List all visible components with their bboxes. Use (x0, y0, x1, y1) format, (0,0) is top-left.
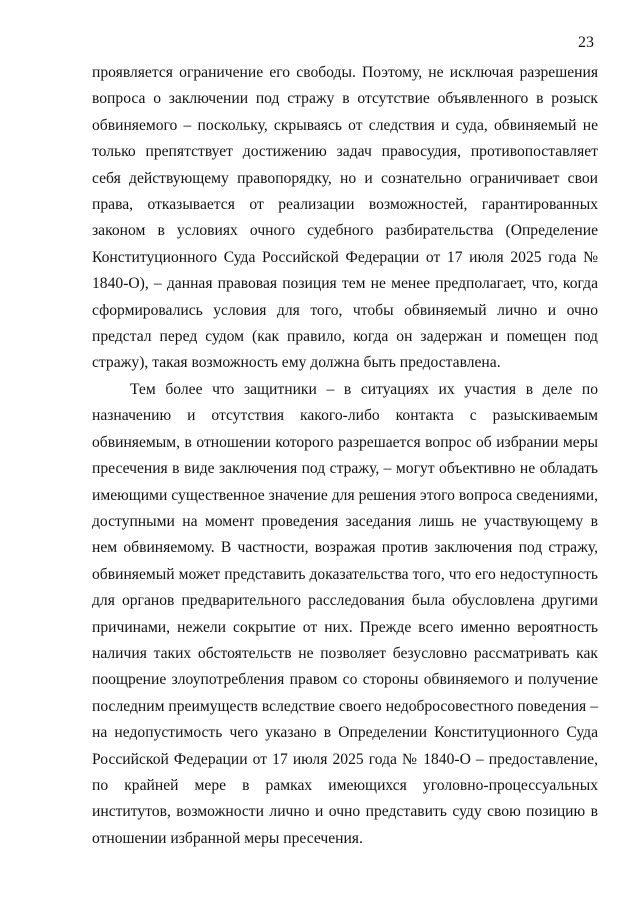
paragraph-1: проявляется ограничение его свободы. Поэтому, не исключая разрешения вопроса о заключении под стражу в отсутствие объявленного в розыск обвиняемого – поскольку, скрываясь от следствия и суда, обвиняемый не только препятствует достижению задач правосудия, противопоставляет себя действующему правопорядку, но и сознательно ограничивает свои права, отказывается от реализации возможностей, гарантированных законом в условиях очного судебного разбирательства (Определение Конституционного Суда Российской Федерации от 17 июля 2025 года № 1840-О), – данная правовая позиция тем не менее предполагает, что, когда сформировались условия для того, чтобы обвиняемый лично и очно предстал перед судом (как правило, когда он задержан и помещен под стражу), такая возможность ему должна быть предоставлена. (92, 64, 598, 372)
body-text (92, 60, 598, 852)
page-number: 23 (578, 34, 594, 51)
paragraph-2: Тем более что защитники – в ситуациях их участия в деле по назначению и отсутствия какого-либо контакта с разыскиваемым обвиняемым, в отношении которого разрешается вопрос об избрании меры пресечения в виде заключения под стражу, – могут объективно не обладать имеющими существенное значение для решения этого вопроса сведениями, доступными на момент проведения заседания лишь не участвующему в нем обвиняемому. В частности, возражая против заключения под стражу, обвиняемый может представить доказательства того, что его недоступность для органов предварительного расследования была обусловлена другими причинами, нежели сокрытие от них. Прежде всего именно вероятность наличия таких обстоятельств не позволяет безусловно рассматривать как поощрение злоупотребления правом со стороны обвиняемого и получение последним преимуществ вследствие своего недобросовестного поведения – на недопустимость чего указано в Определении Конституционного Суда Российской Федерации от 17 июля 2025 года № 1840-О – предоставление, по крайней мере в рамках имеющихся уголовно-процессуальных институтов, возможности лично и очно представить суду свою позицию в отношении избранной меры пресечения. (92, 380, 598, 847)
